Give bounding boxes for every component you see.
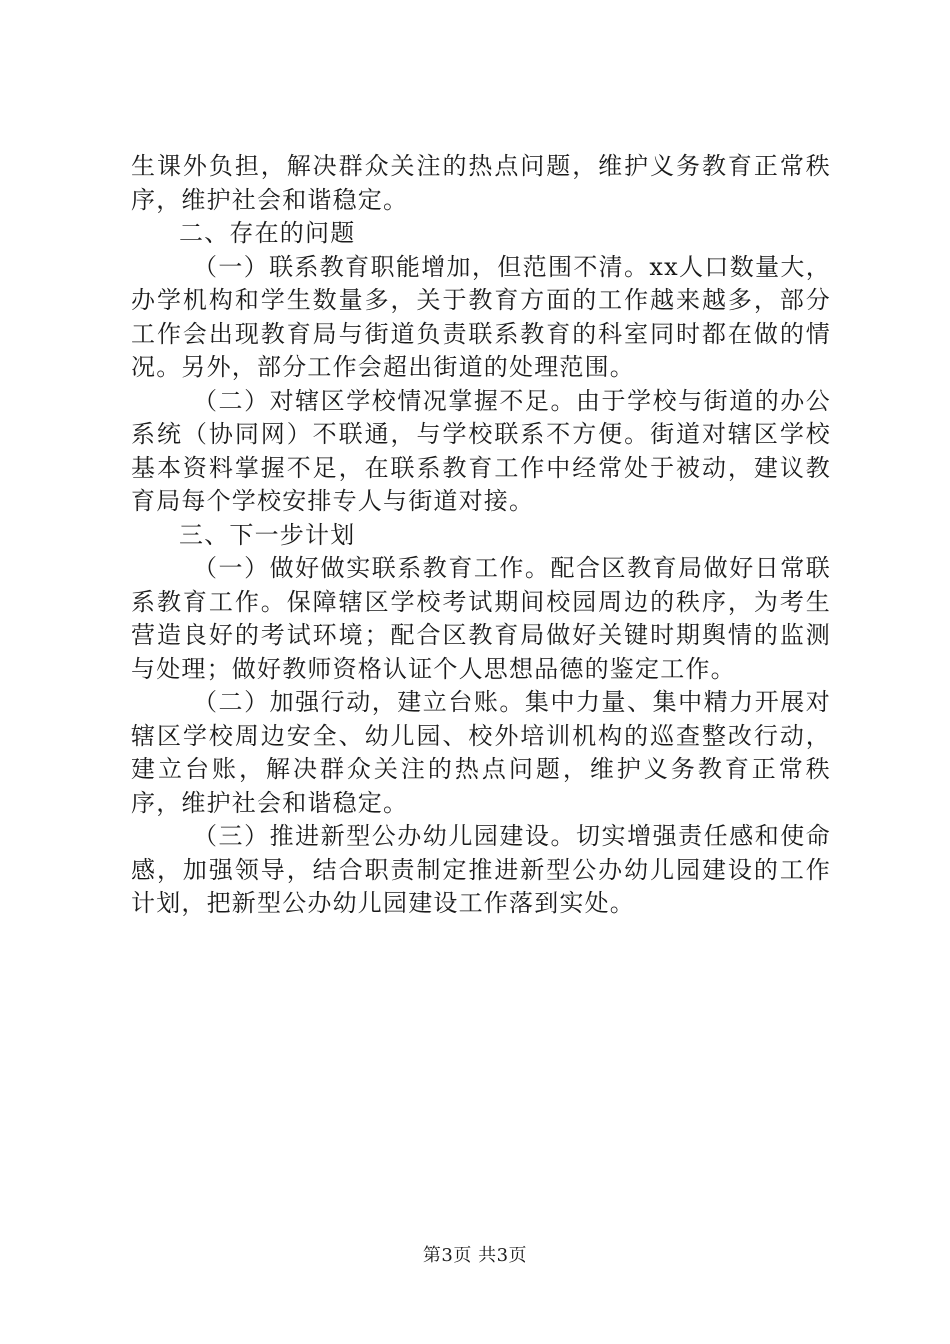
paragraph-continuation: 生课外负担，解决群众关注的热点问题，维护义务教育正常秩序，维护社会和谐稳定。 [131,152,831,214]
paragraph-plan-1: （一）做好做实联系教育工作。配合区教育局做好日常联系教育工作。保障辖区学校考试期间校园周边的秩序，为考生营造良好的考试环境；配合区教育局做好关键时期舆情的监测与处理；做好教师资格认证个人思想品德的鉴定工作。 [131,554,831,683]
paragraph-plan-2: （二）加强行动，建立台账。集中力量、集中精力开展对辖区学校周边安全、幼儿园、校外培训机构的巡查整改行动，建立台账，解决群众关注的热点问题，维护义务教育正常秩序，维护社会和谐稳定。 [131,688,831,817]
paragraph-problem-1: （一）联系教育职能增加，但范围不清。xx人口数量大，办学机构和学生数量多，关于教育方面的工作越来越多，部分工作会出现教育局与街道负责联系教育的科室同时都在做的情况。另外，部分工作会超出街道的处理范围。 [131,252,831,381]
page-number-label: 第3页 共3页 [422,1245,528,1266]
paragraph-problem-2: （二）对辖区学校情况掌握不足。由于学校与街道的办公系统（协同网）不联通，与学校联系不方便。街道对辖区学校基本资料掌握不足，在联系教育工作中经常处于被动，建议教育局每个学校安排专人与街道对接。 [131,386,831,515]
page-footer [0,1244,950,1268]
document-body [131,150,831,921]
section-heading-problems: 二、存在的问题 [179,219,356,247]
section-heading-next-steps: 三、下一步计划 [179,520,356,549]
paragraph-plan-3: （三）推进新型公办幼儿园建设。切实增强责任感和使命感，加强领导，结合职责制定推进新型公办幼儿园建设的工作计划，把新型公办幼儿园建设工作落到实处。 [131,822,831,917]
